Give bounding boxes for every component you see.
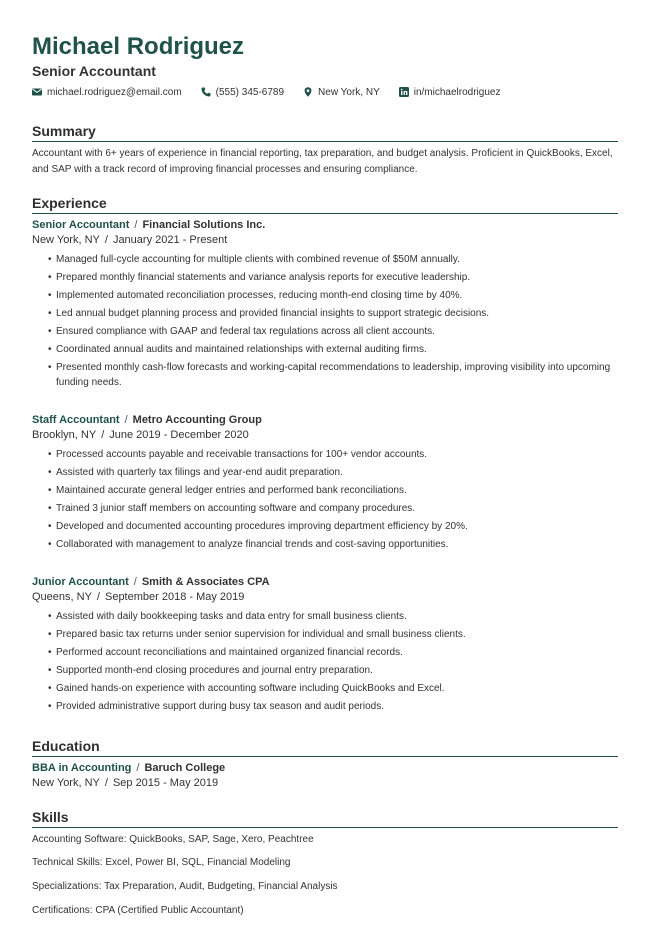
job-location: Queens, NY — [32, 591, 92, 603]
education-degree: BBA in Accounting — [32, 762, 132, 774]
job-meta-line — [32, 428, 618, 443]
bullet-item: • Led annual budget planning process and provided financial insights to support strategic decisions. — [48, 306, 618, 321]
job-bullets — [32, 447, 618, 552]
contact-linkedin-text: in/michaelrodriguez — [413, 86, 501, 98]
job-meta-line — [32, 590, 618, 605]
candidate-title: Senior Accountant — [32, 63, 156, 79]
job-company: Financial Solutions Inc. — [142, 219, 266, 231]
job-location: Brooklyn, NY — [32, 429, 97, 441]
bullet-item: • Prepared monthly financial statements and variance analysis reports for executive leadership. — [48, 270, 618, 285]
skill-line: Certifications: CPA (Certified Public Accountant) — [32, 905, 244, 916]
job-title-line — [32, 575, 618, 590]
contact-phone[interactable] — [201, 87, 284, 98]
job-entry — [32, 413, 618, 555]
education-title-line — [32, 761, 618, 776]
meta-separator: / — [96, 591, 100, 603]
contact-email-text: michael.rodriguez@email.com — [47, 86, 182, 98]
job-company: Metro Accounting Group — [132, 414, 262, 426]
bullet-item: • Performed account reconciliations and maintained organized financial records. — [48, 645, 618, 660]
bullet-item: • Presented monthly cash-flow forecasts and working-capital recommendations to leadership, improving visibility into upcoming funding needs. — [48, 360, 618, 390]
contact-bar — [32, 84, 519, 100]
job-meta-line — [32, 233, 618, 248]
job-entry — [32, 218, 618, 393]
job-title-line — [32, 413, 618, 428]
bullet-item: • Maintained accurate general ledger entries and performed bank reconciliations. — [48, 483, 618, 498]
job-dates: September 2018 - May 2019 — [104, 591, 245, 603]
contact-location — [303, 87, 380, 98]
contact-linkedin[interactable] — [399, 87, 501, 98]
bullet-item: • Prepared basic tax returns under senior supervision for individual and small business clients. — [48, 627, 618, 642]
skill-line: Accounting Software: QuickBooks, SAP, Sage, Xero, Peachtree — [32, 834, 314, 845]
skill-line: Technical Skills: Excel, Power BI, SQL, Financial Modeling — [32, 857, 291, 868]
summary-text: Accountant with 6+ years of experience in financial reporting, tax preparation, and budget analysis. Proficient in QuickBooks, Excel, and SAP with a track record of improving financial processes and ensuring compliance. — [32, 148, 613, 175]
title-separator: / — [133, 576, 137, 588]
bullet-item: • Ensured compliance with GAAP and federal tax regulations across all client accounts. — [48, 324, 618, 339]
job-dates: January 2021 - Present — [112, 234, 228, 246]
bullet-item: • Managed full-cycle accounting for multiple clients with combined revenue of $50M annually. — [48, 252, 618, 267]
candidate-name: Michael Rodriguez — [32, 33, 245, 60]
job-bullets — [32, 609, 618, 714]
location-icon — [303, 87, 313, 97]
bullet-item: • Gained hands-on experience with accounting software including QuickBooks and Excel. — [48, 681, 618, 696]
skill-line: Specializations: Tax Preparation, Audit, Budgeting, Financial Analysis — [32, 881, 338, 892]
bullet-item: • Developed and documented accounting procedures improving department efficiency by 20%. — [48, 519, 618, 534]
education-school: Baruch College — [144, 762, 226, 774]
bullet-item: • Assisted with daily bookkeeping tasks and data entry for small business clients. — [48, 609, 618, 624]
job-company: Smith & Associates CPA — [141, 576, 270, 588]
bullet-item: • Supported month-end closing procedures and journal entry preparation. — [48, 663, 618, 678]
education-entry — [32, 761, 618, 791]
meta-separator: / — [104, 777, 108, 789]
meta-separator: / — [104, 234, 108, 246]
bullet-item: • Processed accounts payable and receivable transactions for 100+ vendor accounts. — [48, 447, 618, 462]
title-separator: / — [124, 414, 128, 426]
contact-phone-text: (555) 345-6789 — [215, 86, 285, 98]
bullet-item: • Assisted with quarterly tax filings and year-end audit preparation. — [48, 465, 618, 480]
education-heading: Education — [32, 737, 618, 757]
bullet-item: • Coordinated annual audits and maintained relationships with external auditing firms. — [48, 342, 618, 357]
contact-location-text: New York, NY — [318, 86, 380, 98]
education-dates: Sep 2015 - May 2019 — [112, 777, 219, 789]
linkedin-icon — [399, 87, 409, 97]
job-location: New York, NY — [32, 234, 100, 246]
title-separator: / — [134, 219, 138, 231]
phone-icon — [201, 87, 211, 97]
job-role: Senior Accountant — [32, 219, 130, 231]
summary-heading: Summary — [32, 122, 618, 142]
education-location: New York, NY — [32, 777, 100, 789]
contact-email[interactable] — [32, 87, 182, 98]
job-entry — [32, 575, 618, 717]
job-role: Staff Accountant — [32, 414, 120, 426]
bullet-item: • Trained 3 junior staff members on accounting software and company procedures. — [48, 501, 618, 516]
bullet-item: • Collaborated with management to analyze financial trends and cost-saving opportunities. — [48, 537, 618, 552]
education-meta-line — [32, 776, 618, 791]
job-title-line — [32, 218, 618, 233]
bullet-item: • Provided administrative support during busy tax season and audit periods. — [48, 699, 618, 714]
bullet-item: • Implemented automated reconciliation processes, reducing month-end closing time by 40%. — [48, 288, 618, 303]
experience-heading: Experience — [32, 194, 618, 214]
meta-separator: / — [101, 429, 105, 441]
email-icon — [32, 87, 42, 97]
job-role: Junior Accountant — [32, 576, 129, 588]
job-bullets — [32, 252, 618, 390]
title-separator: / — [136, 762, 140, 774]
skills-heading: Skills — [32, 808, 618, 828]
job-dates: June 2019 - December 2020 — [109, 429, 249, 441]
